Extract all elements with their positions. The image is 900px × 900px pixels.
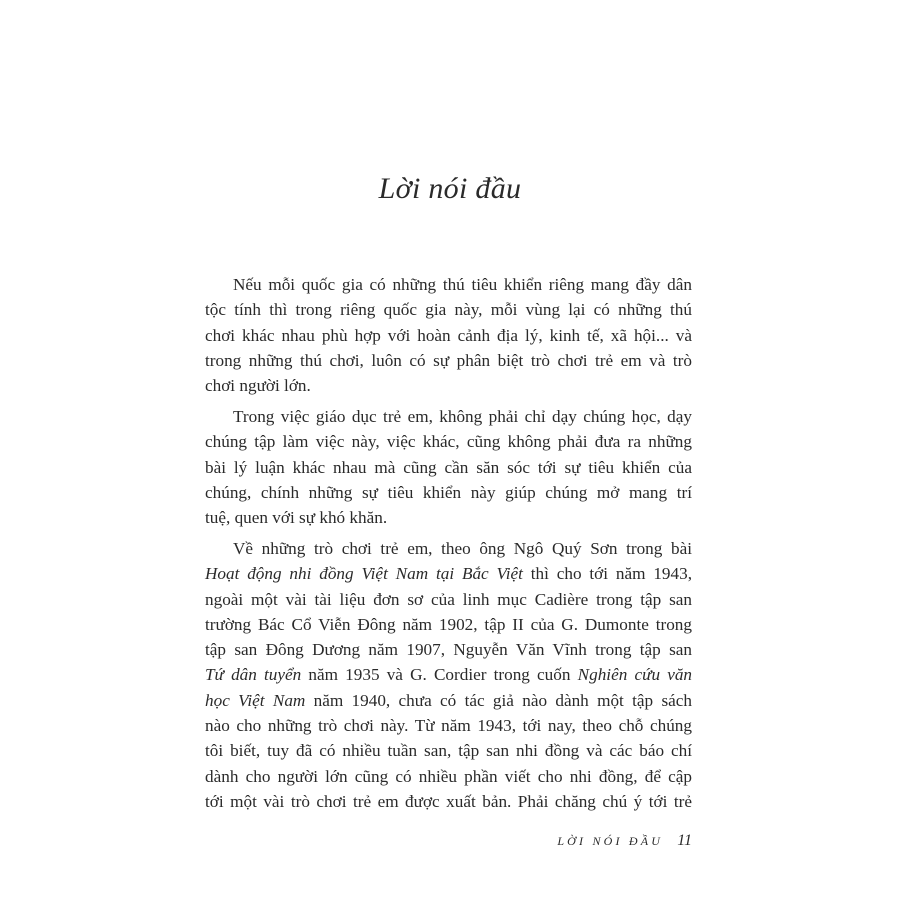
body-text <box>205 272 692 820</box>
text-line: tập san Đông Dương năm 1907, Nguyễn Văn Vĩnh trong tập san <box>205 640 692 660</box>
paragraph-2 <box>205 404 692 530</box>
text-run: năm 1940, chưa có tác giả nào dành một tập sách <box>305 690 693 710</box>
italic-title: Tứ dân tuyển <box>205 665 302 685</box>
italic-title: Hoạt động nhi đồng Việt Nam tại Bắc Việt <box>205 564 523 584</box>
text-run: năm 1935 và G. Cordier trong cuốn <box>301 665 578 685</box>
italic-title: Nghiên cứu văn <box>577 665 693 685</box>
page-number: 11 <box>677 832 692 849</box>
page-footer <box>500 832 692 850</box>
text-line <box>205 688 692 713</box>
text-line: trường Bác Cổ Viễn Đông năm 1902, tập II của G. Dumonte trong <box>205 614 692 634</box>
text-line: bài lý luận khác nhau mà cũng cần săn sóc tới sự tiêu khiển của <box>205 457 692 477</box>
chapter-heading: Lời nói đầu <box>378 172 522 205</box>
paragraph-1 <box>205 272 692 398</box>
text-line: tuệ, quen với sự khó khăn. <box>205 508 388 528</box>
text-line: chơi khác nhau phù hợp với hoàn cảnh địa lý, kinh tế, xã hội... và <box>205 325 692 345</box>
text-line: Về những trò chơi trẻ em, theo ông Ngô Quý Sơn trong bài <box>233 538 692 558</box>
text-line: chúng, chính những sự tiêu khiển này giúp chúng mở mang trí <box>205 482 692 502</box>
paragraph-3 <box>205 536 692 814</box>
text-line: ngoài một vài tài liệu đơn sơ của linh mục Cadière trong tập san <box>205 589 692 609</box>
text-line: dành cho người lớn cũng có nhiều phần viết cho nhi đồng, để cập <box>205 766 692 786</box>
text-line: chơi người lớn. <box>205 376 311 396</box>
text-line <box>205 561 692 586</box>
text-line: Nếu mỗi quốc gia có những thú tiêu khiển riêng mang đầy dân <box>233 275 692 294</box>
text-line: nào cho những trò chơi này. Từ năm 1943, tới nay, theo chỗ chúng <box>205 716 692 736</box>
text-line: tôi biết, tuy đã có nhiều tuần san, tập san nhi đồng và các báo chí <box>205 741 692 761</box>
text-line: tộc tính thì trong riêng quốc gia này, mỗi vùng lại có những thú <box>205 300 692 320</box>
text-line: Trong việc giáo dục trẻ em, không phải chỉ dạy chúng học, dạy <box>233 406 692 426</box>
text-line: chúng tập làm việc này, việc khác, cũng không phải đưa ra những <box>205 432 692 452</box>
text-run: thì cho tới năm 1943, <box>522 564 692 584</box>
italic-title: học Việt Nam <box>205 690 306 710</box>
text-line <box>205 662 692 687</box>
text-line: tới một vài trò chơi trẻ em được xuất bản. Phải chăng chú ý tới trẻ <box>205 791 692 811</box>
text-line: trong những thú chơi, luôn có sự phân biệt trò chơi trẻ em và trò <box>205 350 692 370</box>
running-title: LỜI NÓI ĐẦU <box>557 834 664 848</box>
